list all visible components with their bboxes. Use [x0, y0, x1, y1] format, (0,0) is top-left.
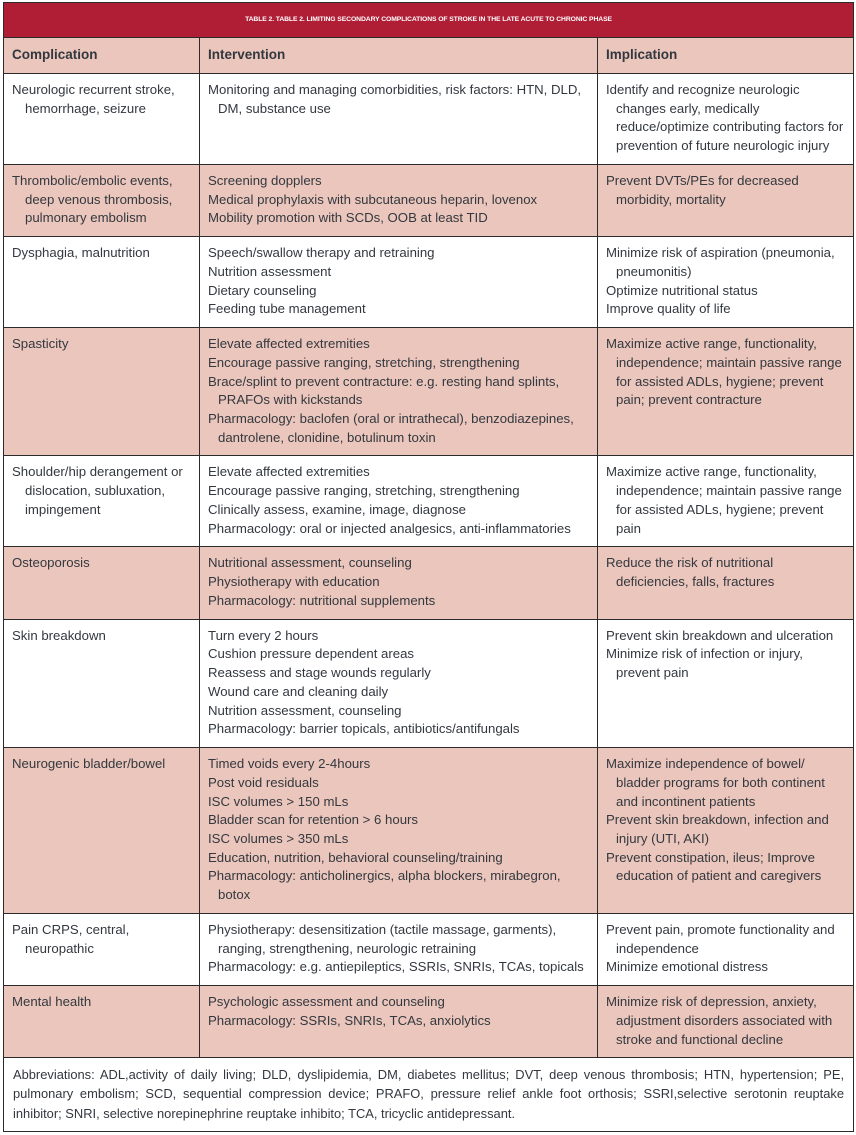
cell-line: Minimize risk of depression, anxiety, adjustment disorders associated with stroke and functional decline — [606, 994, 833, 1047]
cell-line: Maximize active range, functionality, independence; maintain passive range for assisted ADLs, hygiene; prevent pain — [606, 464, 842, 536]
cell-line: ISC volumes > 150 mLs — [208, 793, 349, 809]
table-row — [4, 547, 854, 619]
cell-implication — [598, 456, 854, 547]
cell-line: Thrombolic/embolic events, deep venous thrombosis, pulmonary embolism — [12, 172, 173, 226]
cell-complication — [4, 913, 200, 985]
cell-line: Mental health — [12, 994, 92, 1010]
cell-intervention — [200, 164, 598, 236]
table-body — [4, 3, 854, 1132]
cell-line: Reduce the risk of nutritional deficiencies, falls, fractures — [606, 555, 775, 590]
cell-line: Pharmacology: SSRIs, SNRIs, TCAs, anxiolytics — [208, 1012, 491, 1028]
cell-line: Post void residuals — [208, 774, 319, 790]
cell-implication — [598, 237, 854, 328]
cell-line: Pharmacology: barrier topicals, antibiotics/antifungals — [208, 721, 520, 737]
cell-complication — [4, 237, 200, 328]
abbreviations-footnote: Abbreviations: ADL,activity of daily living; DLD, dyslipidemia, DM, diabetes mellitus; DVT, deep venous thrombosis; HTN, hypertension; PE, pulmonary embolism; SCD, sequential compression device; PRAFO, pressure relief ankle foot orthosis; SSRI,selective serotonin reuptake inhibitor; SNRI, selective norepinephrine reuptake inhibito; TCA, tricyclic antidepressant. — [4, 1058, 854, 1131]
cell-line: Elevate affected extremities — [208, 464, 370, 480]
cell-line: Pharmacology: anticholinergics, alpha blockers, mirabegron, botox — [208, 868, 561, 903]
cell-intervention — [200, 328, 598, 456]
cell-line: Nutrition assessment — [208, 263, 332, 279]
cell-complication — [4, 74, 200, 165]
cell-intervention — [200, 456, 598, 547]
cell-line: Wound care and cleaning daily — [208, 683, 389, 699]
cell-implication — [598, 619, 854, 747]
table-row — [4, 328, 854, 456]
column-header-implication — [598, 38, 854, 74]
column-header-label: Complication — [12, 47, 98, 62]
cell-line: Pharmacology: e.g. antiepileptics, SSRIs, SNRIs, TCAs, topicals — [208, 959, 584, 975]
table-row — [4, 986, 854, 1058]
cell-line: Prevent pain, promote functionality and independence — [606, 921, 835, 956]
cell-intervention — [200, 237, 598, 328]
secondary-complications-table — [3, 2, 854, 1132]
cell-line: Bladder scan for retention > 6 hours — [208, 812, 419, 828]
table-row — [4, 748, 854, 914]
cell-line: Pharmacology: nutritional supplements — [208, 592, 436, 608]
cell-intervention — [200, 619, 598, 747]
cell-complication — [4, 456, 200, 547]
cell-line: Dietary counseling — [208, 282, 317, 298]
cell-line: Elevate affected extremities — [208, 336, 370, 352]
cell-line: Mobility promotion with SCDs, OOB at least TID — [208, 210, 488, 226]
cell-complication — [4, 748, 200, 914]
cell-implication — [598, 547, 854, 619]
cell-line: Prevent DVTs/PEs for decreased morbidity, mortality — [606, 172, 799, 207]
table-row — [4, 237, 854, 328]
cell-line: Timed voids every 2-4hours — [208, 756, 371, 772]
cell-line: Nutritional assessment, counseling — [208, 555, 412, 571]
column-header-row — [4, 38, 854, 74]
cell-line: Skin breakdown — [12, 627, 106, 643]
cell-line: Psychologic assessment and counseling — [208, 994, 445, 1010]
table-row — [4, 913, 854, 985]
table-row — [4, 74, 854, 165]
cell-line: Medical prophylaxis with subcutaneous heparin, lovenox — [208, 191, 538, 207]
cell-intervention — [200, 913, 598, 985]
column-header-label: Intervention — [208, 47, 286, 62]
column-header-label: Implication — [606, 47, 678, 62]
cell-complication — [4, 164, 200, 236]
cell-implication — [598, 986, 854, 1058]
cell-implication — [598, 164, 854, 236]
cell-line: Neurologic recurrent stroke, hemorrhage, seizure — [12, 82, 175, 116]
cell-line: Feeding tube management — [208, 301, 366, 317]
cell-intervention — [200, 547, 598, 619]
cell-line: Neurogenic bladder/bowel — [12, 756, 166, 772]
cell-line: Minimize risk of infection or injury, prevent pain — [606, 646, 803, 681]
cell-implication — [598, 748, 854, 914]
cell-line: Encourage passive ranging, stretching, strengthening — [208, 483, 520, 499]
cell-line: Education, nutrition, behavioral counseling/training — [208, 849, 503, 865]
table-title-cell — [4, 3, 854, 38]
cell-line: Spasticity — [12, 336, 69, 352]
cell-implication — [598, 74, 854, 165]
cell-complication — [4, 547, 200, 619]
cell-line: Pharmacology: oral or injected analgesics, anti-inflammatories — [208, 520, 571, 536]
cell-line: Maximize independence of bowel/ bladder programs for both continent and incontinent patients — [606, 756, 825, 809]
cell-line: Prevent constipation, ileus; Improve education of patient and caregivers — [606, 849, 822, 884]
column-header-complication — [4, 38, 200, 74]
cell-intervention — [200, 748, 598, 914]
cell-complication — [4, 619, 200, 747]
cell-line: Screening dopplers — [208, 172, 322, 188]
cell-line: Nutrition assessment, counseling — [208, 702, 402, 718]
table-row — [4, 456, 854, 547]
table-title-row — [4, 3, 854, 38]
cell-line: Shoulder/hip derangement or dislocation, subluxation, impingement — [12, 464, 183, 517]
cell-implication — [598, 913, 854, 985]
cell-complication — [4, 986, 200, 1058]
cell-line: Prevent skin breakdown, infection and injury (UTI, AKI) — [606, 812, 829, 846]
cell-line: Maximize active range, functionality, independence; maintain passive range for assisted ADLs, hygiene; prevent pain; prevent contracture — [606, 336, 842, 408]
cell-implication — [598, 328, 854, 456]
cell-line: Pain CRPS, central, neuropathic — [12, 921, 130, 956]
cell-line: Dysphagia, malnutrition — [12, 245, 150, 261]
cell-line: Reassess and stage wounds regularly — [208, 665, 431, 681]
cell-line: Optimize nutritional status — [606, 282, 758, 298]
cell-line: Improve quality of life — [606, 301, 731, 317]
cell-line: Turn every 2 hours — [208, 627, 319, 643]
column-header-intervention — [200, 38, 598, 74]
cell-line: Monitoring and managing comorbidities, risk factors: HTN, DLD, DM, substance use — [208, 82, 582, 116]
cell-line: Cushion pressure dependent areas — [208, 646, 415, 662]
cell-line: Pharmacology: baclofen (oral or intrathecal), benzodiazepines, dantrolene, clonidine, botulinum toxin — [208, 411, 574, 445]
cell-line: Speech/swallow therapy and retraining — [208, 245, 435, 261]
cell-line: Identify and recognize neurologic changes early, medically reduce/optimize contributing factors for prevention of future neurologic injury — [606, 82, 844, 154]
table-row — [4, 164, 854, 236]
cell-line: Brace/splint to prevent contracture: e.g. resting hand splints, PRAFOs with kickstands — [208, 373, 560, 408]
cell-intervention — [200, 986, 598, 1058]
cell-line: Prevent skin breakdown and ulceration — [606, 627, 834, 643]
table-row — [4, 619, 854, 747]
cell-line: Encourage passive ranging, stretching, strengthening — [208, 354, 520, 370]
cell-complication — [4, 328, 200, 456]
table-title: TABLE 2. TABLE 2. LIMITING SECONDARY COMPLICATIONS OF STROKE IN THE LATE ACUTE TO CHRONIC PHASE — [245, 16, 612, 23]
cell-line: Physiotherapy: desensitization (tactile massage, garments), ranging, strengthening, neurologic retraining — [208, 921, 557, 956]
cell-line: Clinically assess, examine, image, diagnose — [208, 501, 467, 517]
footnote-row — [4, 1058, 854, 1131]
cell-line: Physiotherapy with education — [208, 574, 380, 590]
cell-intervention — [200, 74, 598, 165]
cell-line: Minimize emotional distress — [606, 959, 768, 975]
cell-line: ISC volumes > 350 mLs — [208, 830, 349, 846]
cell-line: Minimize risk of aspiration (pneumonia, pneumonitis) — [606, 245, 835, 279]
cell-line: Osteoporosis — [12, 555, 90, 571]
